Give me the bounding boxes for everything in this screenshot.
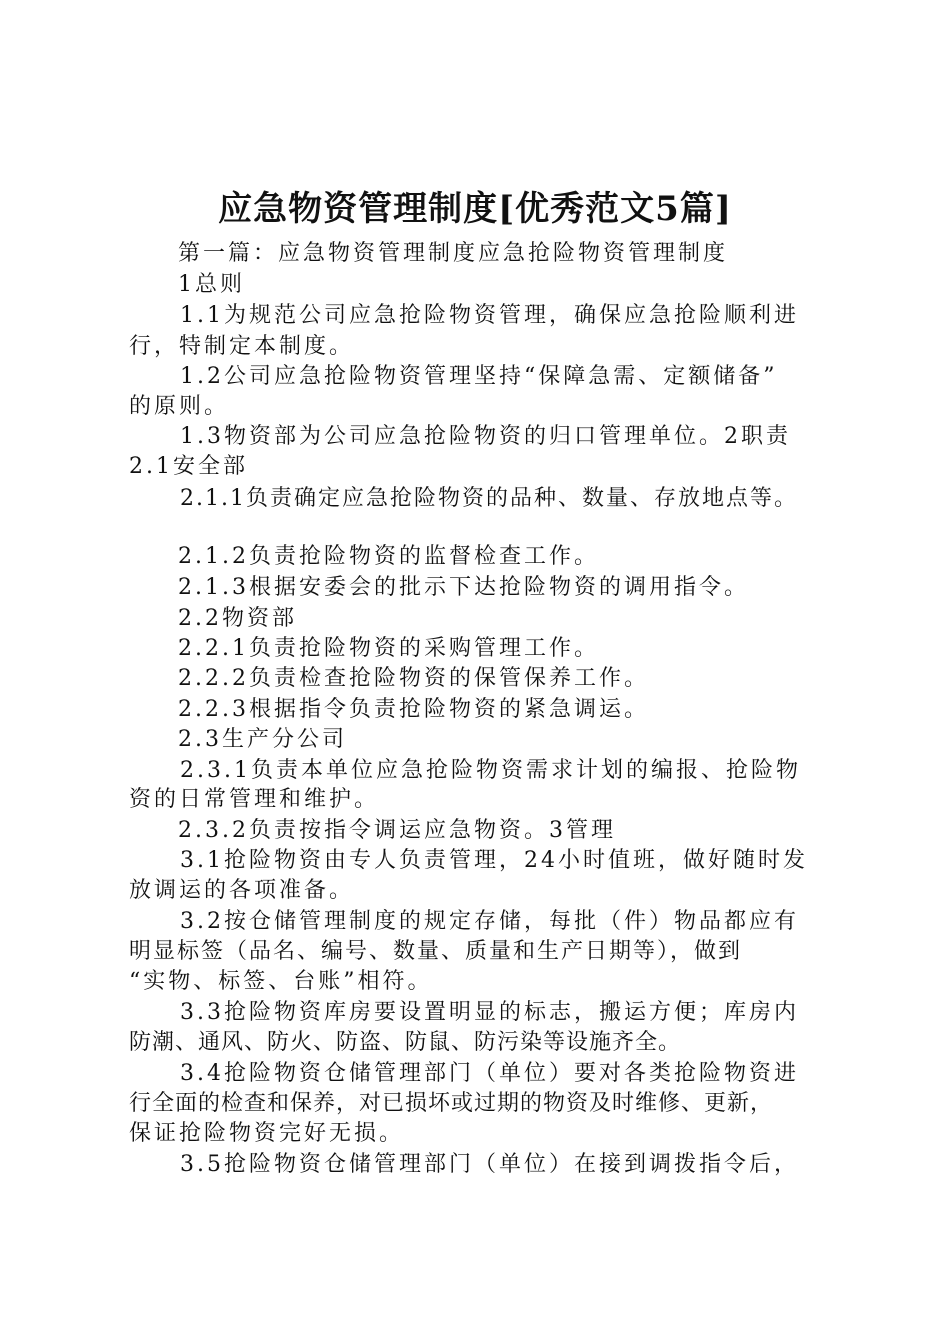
section-heading: 第一篇：应急物资管理制度应急抢险物资管理制度: [178, 241, 729, 266]
paragraph-line: 防潮、通风、防火、防盗、防鼠、防污染等设施齐全。: [129, 1030, 682, 1055]
paragraph-line: 1.3物资部为公司应急抢险物资的归口管理单位。2职责: [180, 424, 791, 449]
paragraph-line: 3.5抢险物资仓储管理部门（单位）在接到调拨指令后，: [180, 1152, 799, 1177]
paragraph-line: 2.3.1负责本单位应急抢险物资需求计划的编报、抢险物: [180, 758, 801, 783]
paragraph-line: 资的日常管理和维护。: [129, 787, 380, 812]
paragraph-line: 2.3.2负责按指令调运应急物资。3管理: [178, 818, 616, 843]
paragraph-line: 的原则。: [129, 394, 230, 419]
paragraph-line: 3.3抢险物资库房要设置明显的标志，搬运方便；库房内: [180, 1000, 799, 1025]
paragraph-line: 2.1.2负责抢险物资的监督检查工作。: [178, 544, 599, 569]
paragraph-line: 放调运的各项准备。: [129, 878, 355, 903]
paragraph-line: 1.1为规范公司应急抢险物资管理，确保应急抢险顺利进: [180, 303, 799, 328]
paragraph-line: 行全面的检查和保养，对已损坏或过期的物资及时维修、更新，: [129, 1091, 774, 1116]
paragraph-line: 1总则: [178, 272, 245, 297]
paragraph-line: 2.3生产分公司: [178, 727, 347, 752]
paragraph-line: 保证抢险物资完好无损。: [129, 1121, 405, 1146]
paragraph-line: 2.2物资部: [178, 606, 297, 631]
paragraph-line: “实物、标签、台账”相符。: [129, 969, 433, 994]
paragraph-line: 1.2公司应急抢险物资管理坚持“保障急需、定额储备”: [180, 364, 778, 389]
paragraph-line: 2.2.1负责抢险物资的采购管理工作。: [178, 636, 599, 661]
paragraph-line: 行，特制定本制度。: [129, 334, 355, 359]
paragraph-line: 3.4抢险物资仓储管理部门（单位）要对各类抢险物资进: [180, 1061, 799, 1086]
paragraph-line: 2.1安全部: [129, 454, 248, 479]
paragraph-line: 3.2按仓储管理制度的规定存储，每批（件）物品都应有: [180, 909, 799, 934]
paragraph-line: 2.1.1负责确定应急抢险物资的品种、数量、存放地点等。: [180, 486, 798, 511]
paragraph-line: 2.2.2负责检查抢险物资的保管保养工作。: [178, 666, 649, 691]
paragraph-line: 2.1.3根据安委会的批示下达抢险物资的调用指令。: [178, 575, 749, 600]
document-title: 应急物资管理制度[优秀范文5篇]: [218, 189, 732, 229]
paragraph-line: 3.1抢险物资由专人负责管理，24小时值班，做好随时发: [180, 848, 808, 873]
paragraph-line: 明显标签（品名、编号、数量、质量和生产日期等），做到: [129, 939, 743, 964]
paragraph-line: 2.2.3根据指令负责抢险物资的紧急调运。: [178, 697, 649, 722]
